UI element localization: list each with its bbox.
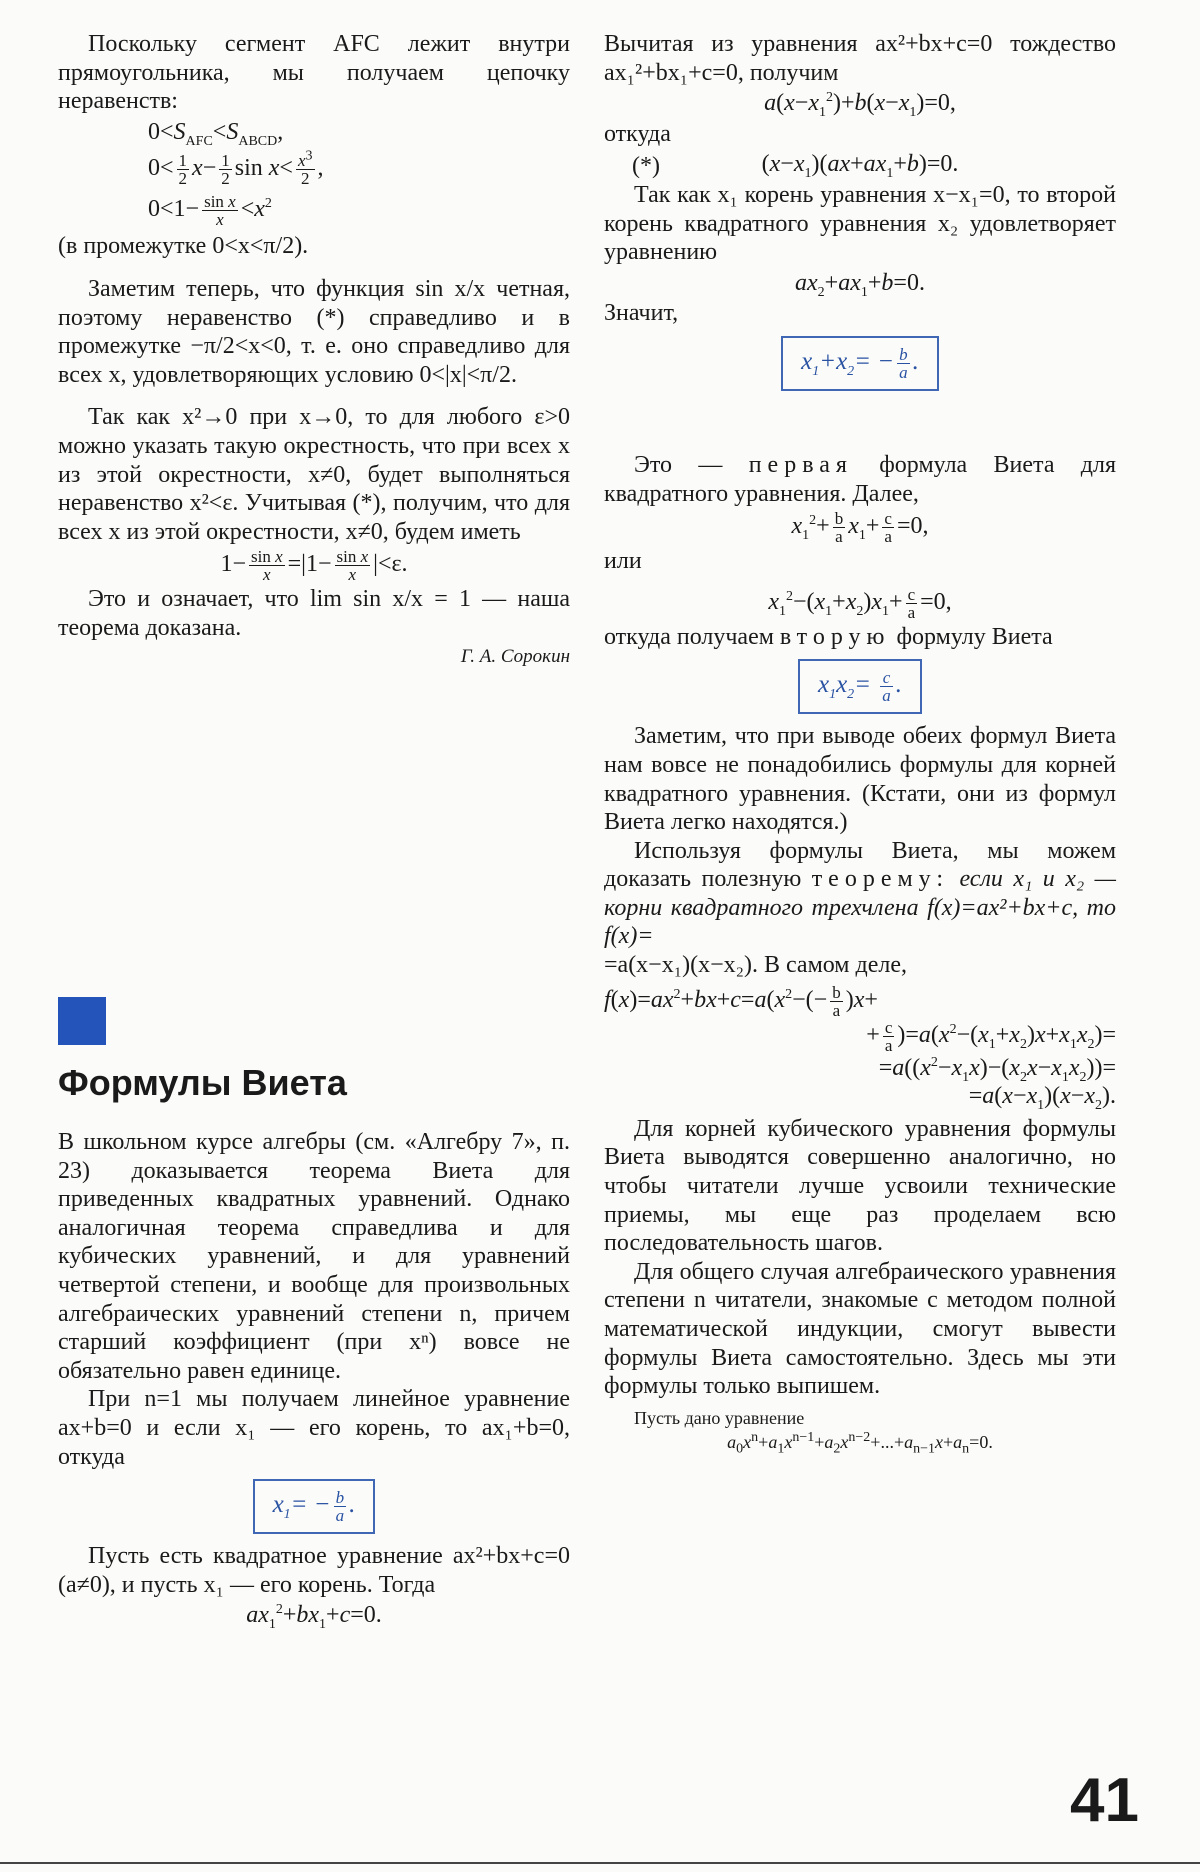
formula-derivation: $f(x)=ax^2+bx+c=a(x^2-(-$ $\frac{b}{a}$ )x+ + $\frac{c}{a}$ )$=a(x^2-(x_1+x_2)x+x_1x_2)=$ $=a((x^2-x_1x)-(x_2x-x_1x_2))=$ $=a(x-x_1)(x-x_2)$.: [604, 982, 1116, 1114]
formula: $(x-x_1)(ax+ax_1+b)=0$.: [761, 151, 959, 182]
page-number: 41: [1070, 1766, 1139, 1835]
paragraph: Заметим, что при выводе обеих формул Виета нам вовсе не понадобились формулы для корней квадратного уравнения. (Кстати, они из формул Виета легко находятся.): [604, 723, 1116, 836]
left-column-lower: [58, 1128, 570, 1632]
right-column: [604, 30, 1116, 1455]
author-signature: Г. А. Сорокин: [460, 645, 570, 667]
paragraph: Для корней кубического уравнения формулы Виета выводятся совершенно аналогично, но чтобы читатели лучше усвоили технические приемы, мы еще раз проделаем всю последовательность шагов.: [604, 1115, 1116, 1257]
section-title: Формулы Виета: [58, 1062, 347, 1103]
paragraph: Поскольку сегмент AFC лежит внутри прямоугольника, мы получаем цепочку неравенств:: [58, 31, 570, 115]
word: откуда: [604, 120, 671, 147]
paragraph: =a(x−x₁)(x−x₂). В самом деле,: [604, 952, 907, 979]
paragraph: Так как x²→0 при x→0, то для любого ε>0 можно указать такую окрестность, что при всех x из этой окрестности, x≠0, будет выполняться неравенство x²<ε. Учитывая (*), получим, что для всех x из этой окрестности, x≠0, будем иметь: [58, 404, 570, 545]
formula: $ax_2+ax_1+b=0$.: [795, 269, 925, 300]
formula: $x_1^2+$ $\frac{b}{a}$ $x_1+$ $\frac{c}{a}$ =0,: [791, 509, 929, 547]
paragraph: Так как x₁ корень уравнения x−x₁=0, то второй корень квадратного уравнения x₂ удовлетворяет уравнению: [604, 181, 1116, 266]
paragraph: Заметим теперь, что функция sin x/x четная, поэтому неравенство (*) справедливо и в промежутке −π/2<x<0, т. е. оно справедливо для всех x, удовлетворяющих условию 0<|x|<π/2.: [58, 275, 570, 388]
bottom-rule: [0, 1862, 1200, 1864]
formula: $a(x-x_1^2)+b(x-x_1)=0$,: [764, 90, 956, 120]
paragraph: Пусть есть квадратное уравнение ax²+bx+c=0 (a≠0), и пусть x₁ — его корень. Тогда: [58, 1543, 570, 1598]
paragraph: Это — первая формула Виета для квадратного уравнения. Далее,: [604, 451, 1117, 507]
formula-box: $x_1=$ − $\frac{b}{a}$ .: [58, 1479, 570, 1534]
paragraph: (в промежутке 0<x<π/2).: [58, 233, 309, 260]
paragraph: Для общего случая алгебраического уравнения степени n читатели, знакомые с методом полной математической индукции, смогут вывести формулы Виета самостоятельно. Здесь мы эти формулы только выпишем.: [604, 1258, 1116, 1400]
formula: $x_1^2-(x_1+x_2)x_1+$ $\frac{c}{a}$ =0,: [768, 584, 952, 622]
paragraph: Пусть дано уравнение: [634, 1407, 805, 1428]
section-marker: [58, 997, 106, 1045]
formula: $a_0x^n+a_1x^{n-1}+a_2x^{n-2}+...+a_{n-1}x+a_n=0$.: [727, 1429, 993, 1457]
paragraph: Вычитая из уравнения ax²+bx+c=0 тождество ax₁²+bx₁+c=0, получим: [604, 31, 1116, 86]
paragraph: Используя формулы Виета, мы можем доказать полезную теорему: если x₁ и x₂ — корни квадратного трехчлена f(x)=ax²+bx+c, то f(x)=: [604, 837, 1116, 950]
formula: $ax_1^2+bx_1+c=0$.: [246, 1602, 382, 1633]
formula: 1− $\frac{\text{sin x}}{x}$ =|1− $\frac{\text{sin x}}{x}$ |<ε.: [220, 547, 408, 585]
formula-box: $x_1x_2=$ $\frac{c}{a}$ .: [604, 659, 1116, 714]
paragraph: В школьном курсе алгебры (см. «Алгебру 7», п. 23) доказывается теорема Виета для приведенных квадратных уравнений. Однако аналогичная теорема справедлива и для кубических уравнений, и для уравнений четвертой степени, и вообще для произвольных алгебраических уравнений степени n, причем старший коэффициент (при xⁿ) вовсе не обязательно равен единице.: [58, 1129, 570, 1384]
paragraph: При n=1 мы получаем линейное уравнение ax+b=0 и если x₁ — его корень, то ax₁+b=0, откуда: [58, 1386, 570, 1470]
formula-box: $x_1+x_2=$ − $\frac{b}{a}$ .: [604, 336, 1116, 391]
inequality-chain: $0<S_{AFC}<S_{ABCD}$, 0< $\frac{1}{2}$ x− $\frac{1}{2}$ sin x< $\frac{x^3}{2}$ , (*) 0<1− $\frac{\text{sin x}}{x}$ $<x^2$: [148, 118, 660, 230]
word: или: [604, 548, 642, 575]
paragraph: откуда получаем вторую формулу Виета: [604, 623, 1053, 650]
word: Значит,: [604, 300, 679, 327]
paragraph: Это и означает, что lim sin x/x = 1 — наша теорема доказана.: [58, 586, 570, 641]
